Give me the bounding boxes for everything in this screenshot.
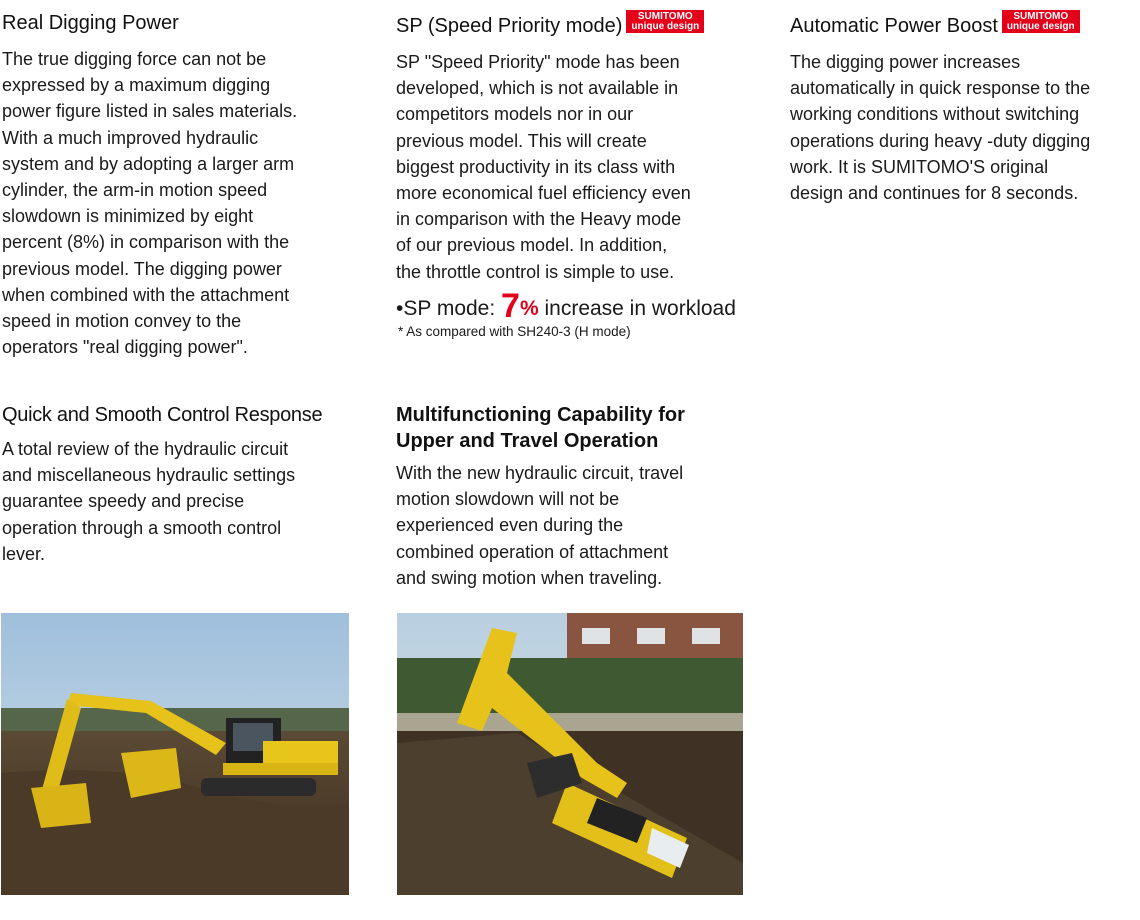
body-line: biggest productivity in its class with xyxy=(396,156,676,177)
body-line: work. It is SUMITOMO'S original xyxy=(790,156,1049,177)
section-real-digging-power xyxy=(2,10,382,360)
body-line: and swing motion when traveling. xyxy=(396,567,663,588)
section-title: Real Digging Power xyxy=(2,12,179,34)
body-line: speed in motion convey to the xyxy=(2,311,242,332)
body-line: The true digging force can not be xyxy=(2,49,267,69)
section-body xyxy=(790,49,1135,206)
body-line: motion slowdown will not be xyxy=(396,489,620,510)
body-line: operators "real digging power". xyxy=(2,337,248,358)
sumitomo-unique-design-badge xyxy=(1002,10,1080,33)
body-line: system and by adopting a larger arm xyxy=(2,153,295,174)
excavator-illustration xyxy=(1,613,349,895)
body-line: cylinder, the arm-in motion speed xyxy=(2,180,268,201)
sp-mode-highlight xyxy=(396,286,766,325)
body-line: of our previous model. In addition, xyxy=(396,235,668,256)
body-line: operations during heavy -duty digging xyxy=(790,130,1091,151)
body-line: percent (8%) in comparison with the xyxy=(2,232,290,253)
excavator-illustration xyxy=(397,613,743,895)
highlight-suffix: increase in workload xyxy=(538,296,736,320)
section-control-response xyxy=(2,402,382,567)
body-line: With a much improved hydraulic xyxy=(2,127,259,148)
body-line: combined operation of attachment xyxy=(396,541,669,562)
body-line: developed, which is not available in xyxy=(396,78,679,99)
body-line: in comparison with the Heavy mode xyxy=(396,209,682,230)
title-line: Multifunctioning Capability for xyxy=(396,404,685,426)
section-multifunctioning xyxy=(396,402,766,591)
body-line: guarantee speedy and precise xyxy=(2,491,245,512)
body-line: The digging power increases xyxy=(790,52,1021,72)
body-line: automatically in quick response to the xyxy=(790,78,1091,99)
section-body xyxy=(2,46,382,360)
body-line: previous model. The digging power xyxy=(2,258,282,279)
body-line: operation through a smooth control xyxy=(2,517,282,538)
body-line: the throttle control is simple to use. xyxy=(396,261,675,282)
excavator-slope-photo xyxy=(397,613,743,895)
section-body xyxy=(396,460,766,591)
body-line: previous model. This will create xyxy=(396,130,647,151)
excavator-field-photo xyxy=(1,613,349,895)
badge-line-2: unique design xyxy=(1006,21,1075,32)
body-line: competitors models nor in our xyxy=(396,104,634,125)
body-line: working conditions without switching xyxy=(790,104,1080,125)
section-title xyxy=(396,10,766,39)
body-line: expressed by a maximum digging xyxy=(2,75,271,96)
highlight-value: 7 xyxy=(501,286,520,325)
body-line: A total review of the hydraulic circuit xyxy=(2,439,289,459)
body-line: more economical fuel efficiency even xyxy=(396,183,691,204)
body-line: slowdown is minimized by eight xyxy=(2,206,254,227)
section-title-text: Automatic Power Boost xyxy=(790,15,998,37)
section-title xyxy=(790,10,1135,39)
section-automatic-power-boost xyxy=(790,10,1135,206)
footnote: * As compared with SH240-3 (H mode) xyxy=(398,323,631,339)
section-title xyxy=(396,402,766,454)
body-line: when combined with the attachment xyxy=(2,284,290,305)
body-line: experienced even during the xyxy=(396,515,624,536)
body-line: SP "Speed Priority" mode has been xyxy=(396,52,680,72)
body-line: design and continues for 8 seconds. xyxy=(790,183,1079,204)
body-line: and miscellaneous hydraulic settings xyxy=(2,465,296,486)
badge-line-2: unique design xyxy=(631,21,700,32)
section-body xyxy=(2,436,382,567)
section-title: Quick and Smooth Control Response xyxy=(2,404,323,426)
badge-line-1: SUMITOMO xyxy=(637,11,693,22)
body-line: power figure listed in sales materials. xyxy=(2,101,298,122)
sumitomo-unique-design-badge xyxy=(626,10,704,33)
highlight-unit: % xyxy=(519,296,539,320)
badge-line-1: SUMITOMO xyxy=(1013,11,1069,22)
title-line: Upper and Travel Operation xyxy=(396,430,659,452)
section-title-text: SP (Speed Priority mode) xyxy=(396,15,623,37)
highlight-prefix: •SP mode: xyxy=(396,296,502,320)
body-line: lever. xyxy=(2,543,46,564)
body-line: With the new hydraulic circuit, travel xyxy=(396,463,684,483)
section-body xyxy=(396,49,766,285)
section-sp-mode xyxy=(396,10,766,340)
